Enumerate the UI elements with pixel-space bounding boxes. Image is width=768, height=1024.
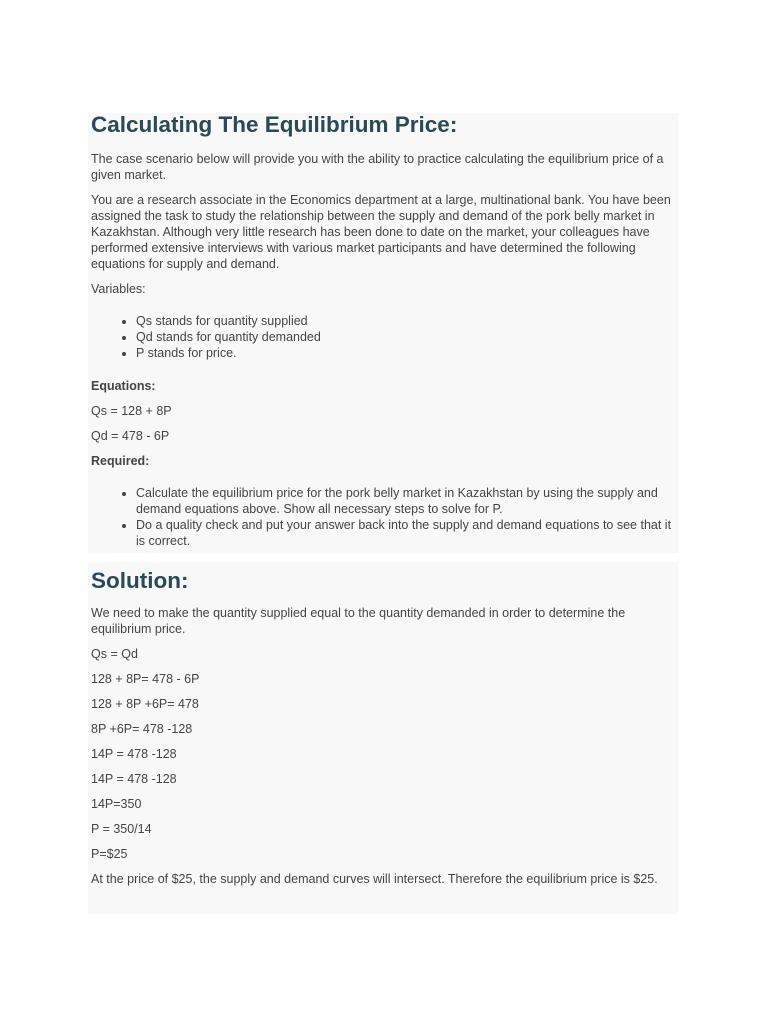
variables-label: Variables: <box>91 282 146 296</box>
list-item: • Do a quality check and put your answer back into the supply and demand equations to see that it is correct. <box>136 517 674 549</box>
required-label: Required: <box>91 454 150 468</box>
solution-step: 8P +6P= 478 -128 <box>91 722 193 736</box>
solution-intro: We need to make the quantity supplied equal to the quantity demanded in order to determine the equilibrium price. <box>91 606 626 636</box>
solution-step: Qs = Qd <box>91 647 138 661</box>
list-item: • P stands for price. <box>136 345 674 361</box>
solution-step: P = 350/14 <box>91 822 152 836</box>
solution-heading: Solution: <box>91 568 189 593</box>
solution-step: 14P = 478 -128 <box>91 747 177 761</box>
solution-step: P=$25 <box>91 847 128 861</box>
list-item: • Qs stands for quantity supplied <box>136 313 674 329</box>
required-list <box>91 485 674 549</box>
demand-equation: Qd = 478 - 6P <box>91 429 170 443</box>
supply-equation: Qs = 128 + 8P <box>91 404 172 418</box>
solution-step: 128 + 8P= 478 - 6P <box>91 672 200 686</box>
page-title: Calculating The Equilibrium Price: <box>91 112 458 137</box>
list-item: • Qd stands for quantity demanded <box>136 329 674 345</box>
document-content <box>91 111 674 896</box>
scenario-paragraph: You are a research associate in the Economics department at a large, multinational bank. You have been assigned the task to study the relationship between the supply and demand of the pork belly market in Kazakhstan. Although very little research has been done to date on the market, your colleagues have performed extensive interviews with various market participants and have determined the following equations for supply and demand. <box>91 193 671 271</box>
conclusion-paragraph: At the price of $25, the supply and demand curves will intersect. Therefore the equilibrium price is $25. <box>91 872 658 886</box>
equations-label: Equations: <box>91 379 156 393</box>
solution-step: 14P=350 <box>91 797 142 811</box>
list-item: • Calculate the equilibrium price for the pork belly market in Kazakhstan by using the supply and demand equations above. Show all necessary steps to solve for P. <box>136 485 674 517</box>
solution-step: 14P = 478 -128 <box>91 772 177 786</box>
intro-paragraph: The case scenario below will provide you with the ability to practice calculating the equilibrium price of a given market. <box>91 152 664 182</box>
variables-list <box>91 313 674 361</box>
solution-step: 128 + 8P +6P= 478 <box>91 697 199 711</box>
